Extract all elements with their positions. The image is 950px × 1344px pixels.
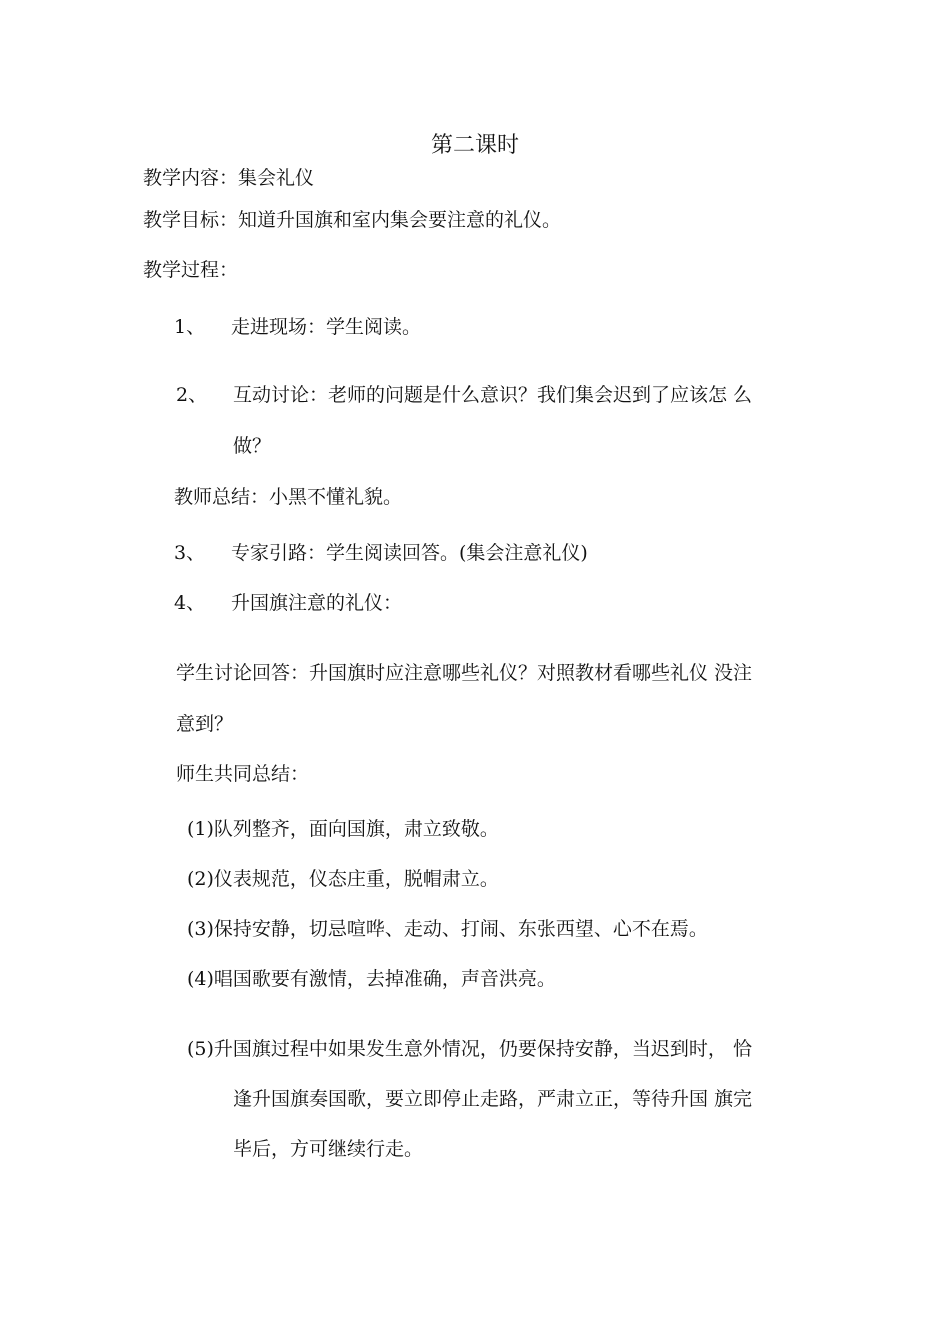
rule-5-line-3: 毕后，方可继续行走。 <box>233 1138 424 1160</box>
teacher-summary: 教师总结：小黑不懂礼貌。 <box>174 486 403 508</box>
rule-5-line-1: (5)升国旗过程中如果发生意外情况，仍要保持安静，当迟到时， 恰 <box>187 1038 752 1060</box>
step-4-number: 4、 <box>174 592 206 614</box>
rule-2: (2)仪表规范，仪态庄重，脱帽肃立。 <box>187 868 499 890</box>
student-discussion-line-2: 意到？ <box>176 713 234 735</box>
step-1-text: 走进现场：学生阅读。 <box>231 316 422 338</box>
joint-summary-heading: 师生共同总结： <box>176 763 310 785</box>
student-discussion-line-1: 学生讨论回答：升国旗时应注意哪些礼仪？对照教材看哪些礼仪 没注 <box>176 662 753 684</box>
teaching-process-heading: 教学过程： <box>143 259 239 281</box>
rule-1: (1)队列整齐，面向国旗，肃立致敬。 <box>187 818 499 840</box>
rule-5-line-2: 逢升国旗奏国歌，要立即停止走路，严肃立正，等待升国 旗完 <box>233 1088 753 1110</box>
step-2-number: 2、 <box>176 384 208 406</box>
rule-4: (4)唱国歌要有激情，去掉准确，声音洪亮。 <box>187 968 556 990</box>
teaching-goal: 教学目标：知道升国旗和室内集会要注意的礼仪。 <box>143 209 562 231</box>
step-4-text: 升国旗注意的礼仪： <box>231 592 403 614</box>
step-2-continuation: 做？ <box>233 435 272 457</box>
step-2-text: 互动讨论：老师的问题是什么意识？我们集会迟到了应该怎 么 <box>233 384 753 406</box>
rule-3: (3)保持安静，切忌喧哗、走动、打闹、东张西望、心不在焉。 <box>187 918 708 940</box>
page-title: 第二课时 <box>430 133 519 158</box>
step-1-number: 1、 <box>174 316 206 338</box>
step-3-text: 专家引路：学生阅读回答。(集会注意礼仪) <box>231 542 588 564</box>
step-3-number: 3、 <box>174 542 206 564</box>
teaching-content: 教学内容：集会礼仪 <box>143 167 315 189</box>
